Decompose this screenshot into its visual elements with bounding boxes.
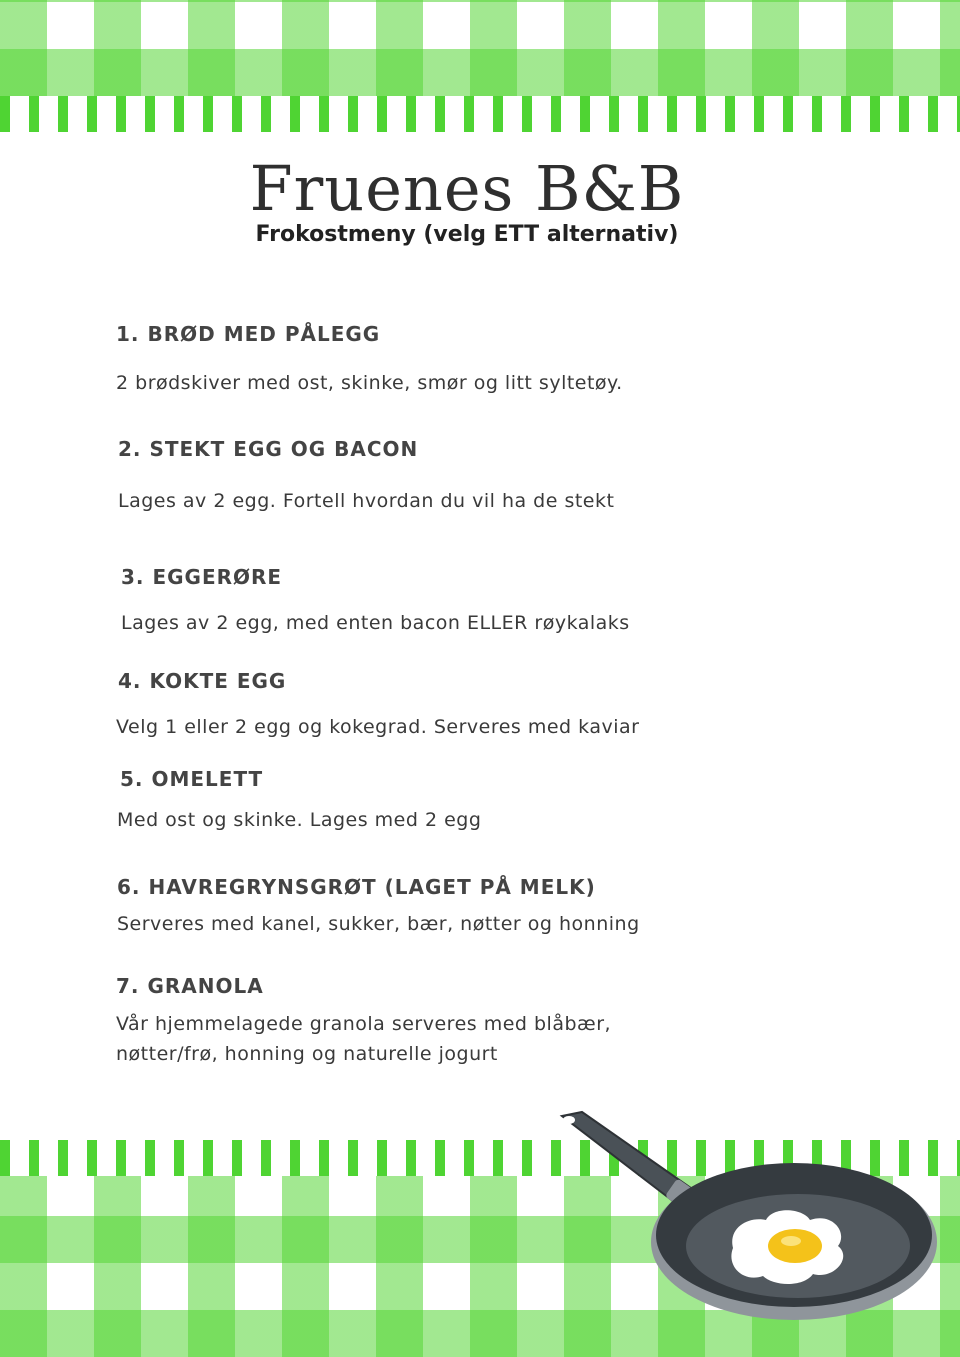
frying-pan-with-egg-icon — [548, 1108, 948, 1323]
gingham-border-top — [0, 0, 960, 96]
menu-item-1-heading: 1. BRØD MED PÅLEGG — [116, 322, 381, 346]
page-title: Fruenes B&B — [249, 152, 685, 225]
menu-item-5-heading: 5. OMELETT — [120, 767, 264, 791]
menu-item-7-description-line-1: Vår hjemmelagede granola serveres med blåbær, — [116, 1013, 612, 1035]
menu-item-2-description: Lages av 2 egg. Fortell hvordan du vil ha de stekt — [118, 490, 615, 512]
menu-header — [0, 150, 960, 247]
menu-item-1-description: 2 brødskiver med ost, skinke, smør og litt syltetøy. — [116, 372, 623, 394]
menu-item-6-description: Serveres med kanel, sukker, bær, nøtter og honning — [117, 913, 640, 935]
menu-item-3-heading: 3. EGGERØRE — [121, 565, 283, 589]
menu-item-7-description-line-2: nøtter/frø, honning og naturelle jogurt — [116, 1043, 498, 1065]
menu-item-5-description: Med ost og skinke. Lages med 2 egg — [117, 809, 482, 831]
menu-item-4-description: Velg 1 eller 2 egg og kokegrad. Serveres med kaviar — [116, 716, 640, 738]
menu-item-4-heading: 4. KOKTE EGG — [118, 669, 287, 693]
menu-item-3-description: Lages av 2 egg, med enten bacon ELLER røykalaks — [121, 612, 630, 634]
stripe-border-top — [0, 96, 960, 132]
menu-item-7-heading: 7. GRANOLA — [116, 974, 264, 998]
menu-item-2-heading: 2. STEKT EGG OG BACON — [118, 437, 419, 461]
menu-item-6-heading: 6. HAVREGRYNSGRØT (LAGET PÅ MELK) — [117, 875, 596, 899]
page-subtitle: Frokostmeny (velg ETT alternativ) — [255, 222, 679, 247]
